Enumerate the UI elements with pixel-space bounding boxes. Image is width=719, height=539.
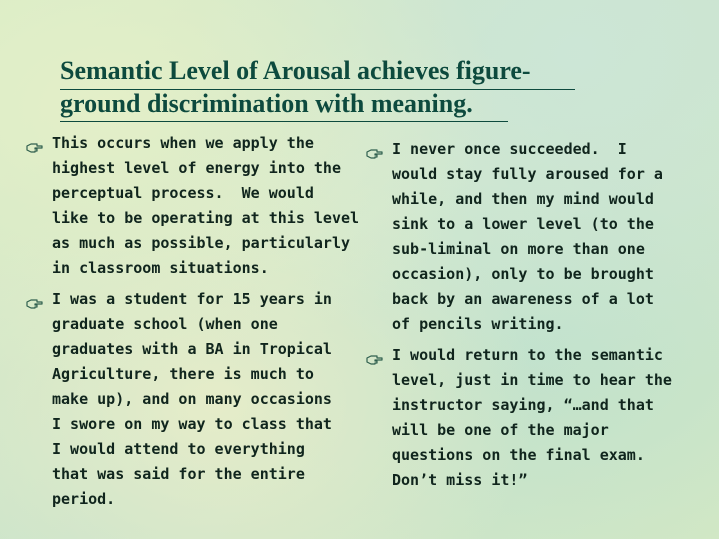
text-line: level, just in time to hear the — [392, 371, 672, 389]
text-line: Don’t miss it!” — [392, 471, 528, 489]
text-line: Agriculture, there is much to — [52, 365, 314, 383]
text-line: questions on the final exam. — [392, 446, 645, 464]
text-line: I never once succeeded. I — [392, 140, 627, 158]
slide-title-line-2: ground discrimination with meaning. — [60, 89, 473, 118]
text-line: I would return to the semantic — [392, 346, 663, 364]
bullet-item — [26, 131, 360, 281]
bullet-item — [366, 343, 676, 493]
pointing-hand-icon — [26, 137, 43, 149]
text-line: in classroom situations. — [52, 259, 269, 277]
pointing-hand-icon — [366, 143, 383, 155]
text-line: sub-liminal on more than one — [392, 240, 645, 258]
text-line: period. — [52, 490, 116, 508]
text-line: perceptual process. We would — [52, 184, 314, 202]
text-line: I would attend to everything — [52, 440, 305, 458]
right-text-column — [366, 137, 676, 499]
text-line: graduates with a BA in Tropical — [52, 340, 332, 358]
pointing-hand-icon — [366, 349, 383, 361]
text-line: would stay fully aroused for a — [392, 165, 663, 183]
text-line: of pencils writing. — [392, 315, 564, 333]
bullet-item — [366, 137, 676, 337]
bullet-text — [392, 343, 676, 493]
text-line: sink to a lower level (to the — [392, 215, 654, 233]
text-line: I swore on my way to class that — [52, 415, 332, 433]
title-underline-1 — [60, 89, 575, 90]
text-line: graduate school (when one — [52, 315, 278, 333]
text-line: make up), and on many occasions — [52, 390, 332, 408]
pointing-hand-icon — [26, 293, 43, 305]
bullet-item — [26, 287, 346, 512]
slide-title — [60, 54, 600, 120]
text-line: as much as possible, particularly — [52, 234, 351, 252]
text-line: that was said for the entire — [52, 465, 305, 483]
text-line: highest level of energy into the — [52, 159, 341, 177]
bullet-text — [52, 287, 346, 512]
text-line: back by an awareness of a lot — [392, 290, 654, 308]
text-line: while, and then my mind would — [392, 190, 654, 208]
text-line: occasion), only to be brought — [392, 265, 654, 283]
text-line: This occurs when we apply the — [52, 134, 314, 152]
left-text-column — [26, 131, 360, 518]
text-line: instructor saying, “…and that — [392, 396, 654, 414]
slide-title-line-1: Semantic Level of Arousal achieves figure- — [60, 56, 531, 85]
text-line: like to be operating at this level — [52, 209, 360, 227]
bullet-text — [392, 137, 676, 337]
title-underline-2 — [60, 121, 508, 122]
text-line: will be one of the major — [392, 421, 609, 439]
text-line: I was a student for 15 years in — [52, 290, 332, 308]
bullet-text — [52, 131, 360, 281]
